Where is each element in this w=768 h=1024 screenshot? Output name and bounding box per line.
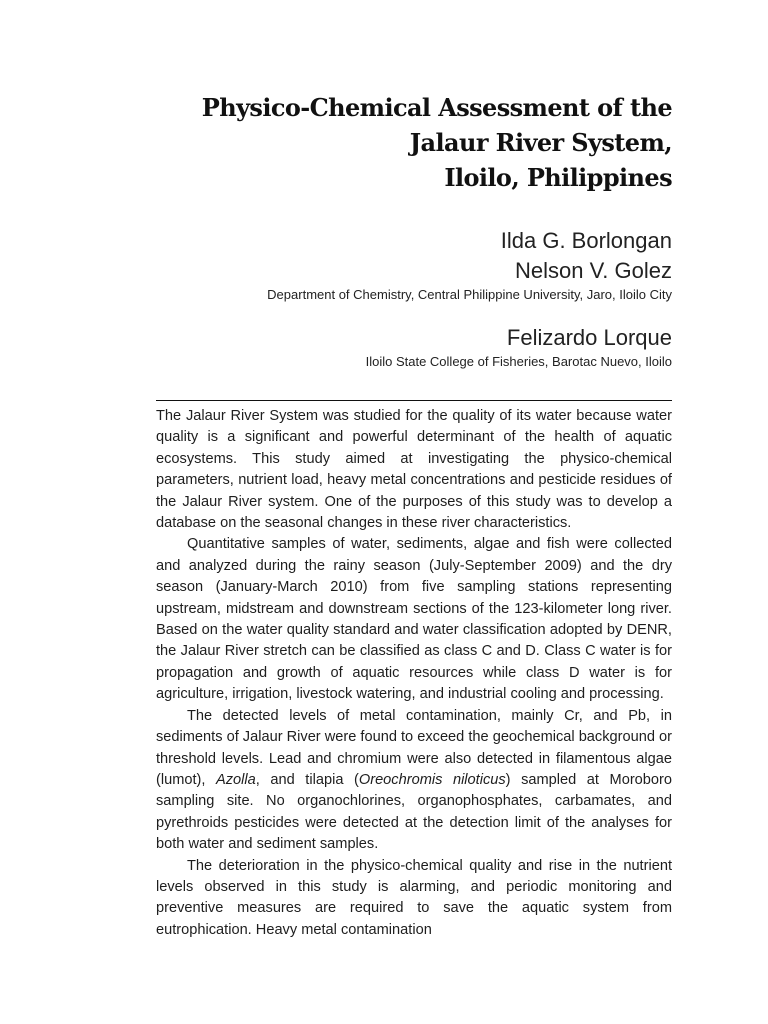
abstract-paragraph-2: Quantitative samples of water, sediments, algae and fish were collected and analyzed during the rainy season (July-September 2009) and the dry season (January-March 2010) from five sampling stations representing upstream, midstream and downstream sections of the 123-kilometer long river. Based on the water quality standard and water classification adopted by DENR, the Jalaur River stretch can be classified as class C and D. Class C water is for propagation and growth of aquatic resources while class D water is for agriculture, irrigation, livestock watering, and industrial cooling and processing. bbox=[156, 536, 672, 703]
author-affiliation-2: Iloilo State College of Fisheries, Barotac Nuevo, Iloilo bbox=[365, 354, 672, 369]
abstract-paragraph-1: The Jalaur River System was studied for the quality of its water because water quality is a significant and powerful determinant of the health of aquatic ecosystems. This study aimed at investigating the physico-chemical parameters, nutrient load, heavy metal concentrations and pesticide residues of the Jalaur River system. One of the purposes of this study was to develop a database on the seasonal changes in these river characteristics. bbox=[156, 408, 672, 532]
title-line-3: Iloilo, Philippines bbox=[444, 163, 672, 192]
author-name-3: Felizardo Lorque bbox=[506, 325, 672, 350]
title-line-2: Jalaur River System, bbox=[409, 128, 672, 157]
author-affiliation-1: Department of Chemistry, Central Philippine University, Jaro, Iloilo City bbox=[267, 287, 672, 302]
species-name-azolla: Azolla bbox=[216, 771, 256, 788]
species-name-tilapia: Oreochromis niloticus bbox=[358, 771, 506, 788]
paper-title bbox=[112, 90, 672, 195]
title-line-1: Physico-Chemical Assessment of the bbox=[201, 93, 672, 122]
abstract-paragraph-3-part-b: , and tilapia ( bbox=[255, 771, 359, 788]
abstract-paragraph-3 bbox=[156, 706, 672, 856]
abstract-paragraph-3-part-c: ) sampled at Moroboro sampling site. No organochlorines, organophosphates, carbamates, and pyrethroids pesticides were detected at the detection limit of the analyses for both water and sediment samples. bbox=[156, 771, 672, 853]
abstract-body bbox=[156, 406, 672, 941]
author-name-1: Ilda G. Borlongan bbox=[500, 228, 672, 253]
author-name-2: Nelson V. Golez bbox=[515, 258, 672, 283]
section-divider bbox=[156, 400, 672, 401]
abstract-paragraph-3-part-a: The detected levels of metal contamination, mainly Cr, and Pb, in sediments of Jalaur River were found to exceed the geochemical background or threshold levels. Lead and chromium were also detected in filamentous algae (lumot), bbox=[156, 707, 672, 788]
abstract-paragraph-4: The deterioration in the physico-chemical quality and rise in the nutrient levels observed in this study is alarming, and periodic monitoring and preventive measures are required to save the aquatic system from eutrophication. Heavy metal contamination bbox=[156, 857, 672, 938]
